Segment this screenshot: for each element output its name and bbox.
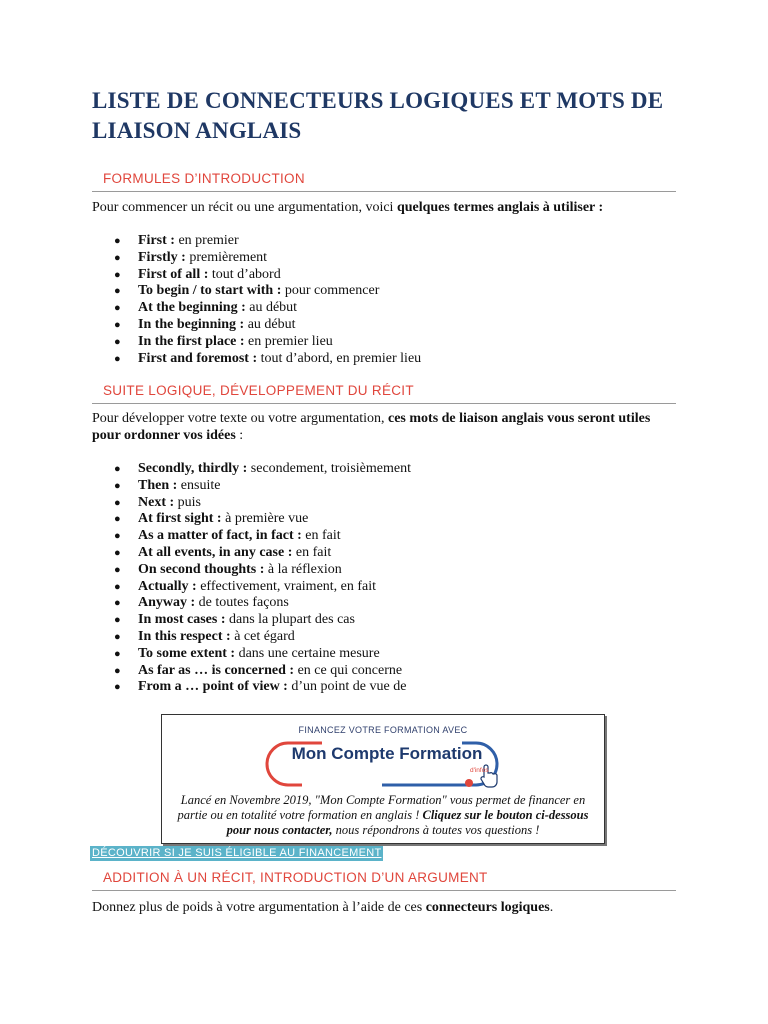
intro-bold-text: connecteurs logiques bbox=[425, 900, 550, 915]
connector-translation: secondement, troisièmement bbox=[247, 461, 411, 476]
connector-translation: puis bbox=[174, 494, 201, 510]
bullet-icon: ● bbox=[114, 335, 121, 348]
connector-term: At the beginning : bbox=[138, 300, 246, 316]
promo-tagline: FINANCEZ VOTRE FORMATION AVEC bbox=[298, 725, 468, 735]
connector-term: Actually : bbox=[138, 578, 197, 594]
promo-info-badge: d'infos bbox=[470, 767, 489, 774]
intro-text: Pour développer votre texte ou votre argumentation, bbox=[92, 411, 388, 426]
connector-term: To some extent : bbox=[138, 645, 236, 661]
bullet-icon: ● bbox=[114, 546, 121, 559]
bullet-icon: ● bbox=[114, 681, 121, 694]
bullet-icon: ● bbox=[114, 251, 121, 264]
intro-text: Donnez plus de poids à votre argumentation à l’aide de ces bbox=[92, 900, 426, 915]
bullet-icon: ● bbox=[114, 496, 121, 509]
connector-term: First and foremost : bbox=[138, 350, 258, 366]
promo-description bbox=[168, 793, 598, 838]
connector-translation: premièrement bbox=[185, 249, 268, 265]
connector-term: In the first place : bbox=[138, 333, 245, 349]
page-title: LISTE DE CONNECTEURS LOGIQUES ET MOTS DE LIAISON ANGLAIS bbox=[92, 88, 664, 143]
eligibility-cta-link[interactable]: DÉCOUVRIR SI JE SUIS ÉLIGIBLE AU FINANCEMENT bbox=[92, 847, 382, 859]
bullet-icon: ● bbox=[114, 352, 121, 365]
bullet-icon: ● bbox=[114, 268, 121, 281]
section-intro-paragraph bbox=[92, 899, 682, 916]
list-item bbox=[92, 579, 411, 596]
list-item bbox=[92, 545, 411, 562]
connector-term: First : bbox=[138, 233, 175, 248]
list-item bbox=[92, 300, 421, 317]
promo-text-bold: Cliquez sur le bouton ci-dessous pour nous contacter, bbox=[226, 808, 589, 837]
connector-term: In most cases : bbox=[138, 612, 226, 628]
connector-term: At all events, in any case : bbox=[138, 544, 293, 560]
connector-translation: dans une certaine mesure bbox=[235, 645, 380, 661]
intro-tail-text: : bbox=[235, 428, 244, 443]
connector-translation: à cet égard bbox=[230, 628, 295, 644]
intro-tail-text: . bbox=[549, 900, 554, 915]
list-item bbox=[92, 233, 421, 250]
section-heading-addition bbox=[92, 870, 676, 891]
connector-translation: en fait bbox=[292, 544, 332, 560]
list-item bbox=[92, 461, 411, 478]
bullet-icon: ● bbox=[114, 597, 121, 610]
list-item bbox=[92, 317, 421, 334]
connector-term: In this respect : bbox=[138, 628, 231, 644]
bullet-icon: ● bbox=[114, 614, 121, 627]
connector-term: In the beginning : bbox=[138, 316, 245, 332]
intro-text: Pour commencer un récit ou une argumentation, voici bbox=[92, 200, 397, 215]
bullet-icon: ● bbox=[114, 630, 121, 643]
connector-term: As a matter of fact, in fact : bbox=[138, 528, 302, 544]
connector-translation: à la réflexion bbox=[264, 561, 342, 577]
connector-translation: pour commencer bbox=[281, 283, 380, 299]
list-item bbox=[92, 478, 411, 495]
connector-translation: d’un point de vue de bbox=[287, 679, 407, 695]
list-item bbox=[92, 663, 411, 680]
connector-translation: au début bbox=[245, 300, 298, 316]
bullet-icon: ● bbox=[114, 664, 121, 677]
list-item bbox=[92, 528, 411, 545]
list-item bbox=[92, 495, 411, 512]
connector-translation: en ce qui concerne bbox=[294, 662, 403, 678]
connector-term: As far as … is concerned : bbox=[138, 662, 295, 678]
section-intro-paragraph bbox=[92, 410, 682, 444]
mon-compte-formation-banner[interactable] bbox=[161, 714, 605, 844]
intro-bold-text: quelques termes anglais à utiliser : bbox=[396, 200, 604, 215]
bullet-icon: ● bbox=[114, 647, 121, 660]
section-heading-logical-sequence bbox=[92, 383, 676, 404]
list-item bbox=[92, 250, 421, 267]
connector-term: Firstly : bbox=[138, 249, 186, 265]
connector-translation: à première vue bbox=[221, 511, 309, 527]
promo-logo-text: Mon Compte Formation bbox=[291, 744, 483, 763]
connector-term: First of all : bbox=[138, 266, 209, 282]
connector-translation: ensuite bbox=[177, 477, 221, 493]
connector-translation: tout d’abord bbox=[208, 266, 281, 282]
connector-term: Secondly, thirdly : bbox=[138, 461, 248, 476]
promo-text-tail: nous répondrons à toutes vos questions ! bbox=[332, 823, 540, 837]
list-item bbox=[92, 679, 411, 696]
bullet-icon: ● bbox=[114, 463, 121, 475]
list-item bbox=[92, 334, 421, 351]
connector-translation: effectivement, vraiment, en fait bbox=[196, 578, 377, 594]
list-item bbox=[92, 646, 411, 663]
bullet-icon: ● bbox=[114, 235, 121, 247]
list-item bbox=[92, 612, 411, 629]
connector-translation: en premier lieu bbox=[244, 333, 333, 349]
connector-translation: en premier bbox=[174, 233, 239, 248]
bullet-icon: ● bbox=[114, 479, 121, 492]
section-intro-paragraph bbox=[92, 199, 682, 216]
list-item bbox=[92, 283, 421, 300]
section-heading-label: ADDITION À UN RÉCIT, INTRODUCTION D’UN ARGUMENT bbox=[103, 870, 488, 885]
connector-term: At first sight : bbox=[138, 511, 222, 527]
section-heading-label: FORMULES D’INTRODUCTION bbox=[103, 171, 305, 186]
list-item bbox=[92, 511, 411, 528]
connector-term: On second thoughts : bbox=[138, 561, 265, 577]
bullet-icon: ● bbox=[114, 302, 121, 315]
connector-translation: tout d’abord, en premier lieu bbox=[257, 350, 422, 366]
list-item bbox=[92, 562, 411, 579]
connector-term: From a … point of view : bbox=[138, 679, 288, 695]
connector-translation: dans la plupart des cas bbox=[225, 612, 355, 628]
section-heading-introduction bbox=[92, 171, 676, 192]
list-item bbox=[92, 629, 411, 646]
bullet-icon: ● bbox=[114, 563, 121, 576]
list-item bbox=[92, 267, 421, 284]
bullet-icon: ● bbox=[114, 318, 121, 331]
bullet-icon: ● bbox=[114, 530, 121, 543]
connector-list-introduction bbox=[92, 233, 421, 367]
connector-term: Next : bbox=[138, 494, 175, 510]
connector-translation: en fait bbox=[301, 528, 341, 544]
list-item bbox=[92, 595, 411, 612]
connector-translation: de toutes façons bbox=[195, 595, 289, 611]
section-heading-label: SUITE LOGIQUE, DÉVELOPPEMENT DU RÉCIT bbox=[103, 383, 414, 398]
connector-term: Then : bbox=[138, 477, 178, 493]
bullet-icon: ● bbox=[114, 513, 121, 526]
connector-term: To begin / to start with : bbox=[138, 283, 282, 299]
bullet-icon: ● bbox=[114, 285, 121, 298]
connector-translation: au début bbox=[244, 316, 296, 332]
promo-text-plain: Lancé en Novembre 2019, "Mon Compte Formation" vous permet de financer en partie ou en totalité votre formation en anglais ! bbox=[177, 793, 586, 822]
bullet-icon: ● bbox=[114, 580, 121, 593]
connector-term: Anyway : bbox=[138, 595, 196, 611]
intro-bold-text: ces mots de liaison anglais vous seront utiles pour ordonner vos idées bbox=[92, 411, 651, 443]
list-item bbox=[92, 351, 421, 368]
connector-list-logical-sequence bbox=[92, 461, 411, 696]
